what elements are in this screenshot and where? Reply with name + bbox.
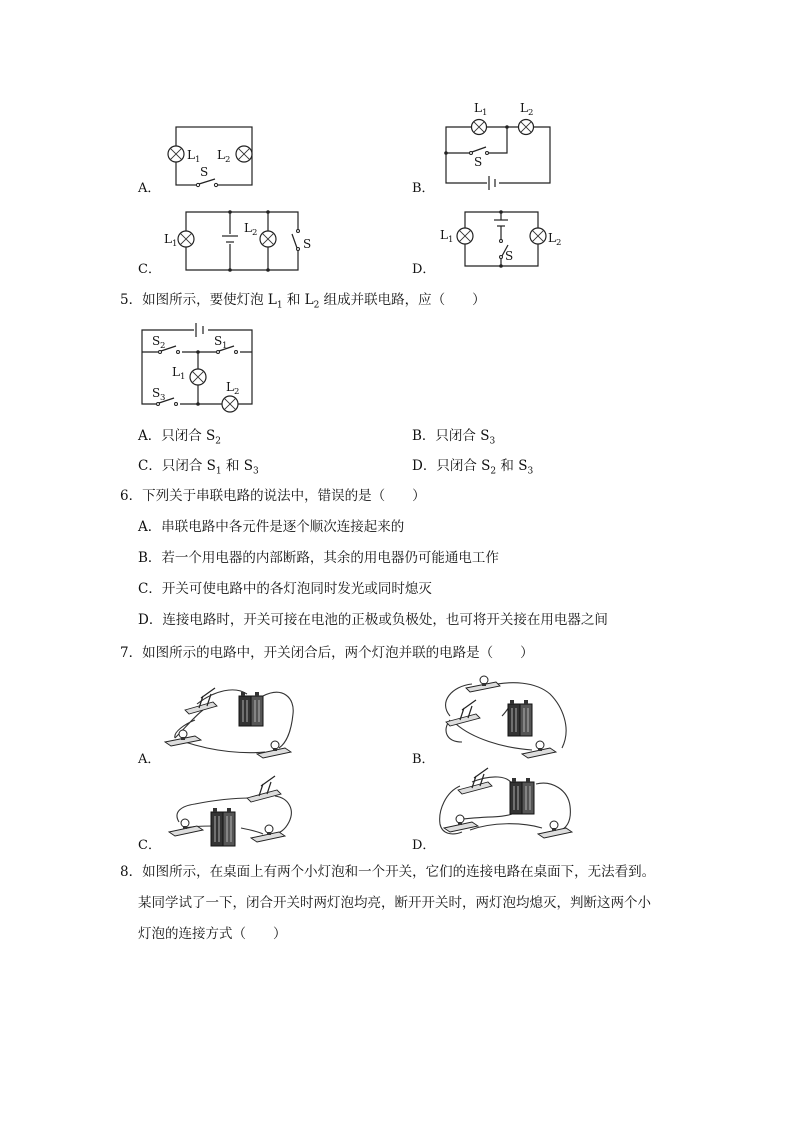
svg-text:L: L bbox=[172, 365, 180, 379]
svg-text:L: L bbox=[164, 232, 172, 246]
switch-icon bbox=[247, 776, 281, 802]
switch-s-icon bbox=[470, 147, 489, 155]
switch-icon bbox=[446, 700, 480, 726]
svg-text:1: 1 bbox=[195, 155, 201, 165]
svg-text:L: L bbox=[244, 221, 252, 235]
q5-option-d[interactable]: D．只闭合 $S_2$ 和 $S_3$ bbox=[412, 458, 534, 477]
lamp-l2-icon bbox=[236, 146, 252, 162]
q4-circuit-c bbox=[160, 206, 310, 276]
q8-stem-line-3: 灯泡的连接方式（ ） bbox=[138, 926, 287, 942]
svg-text:L: L bbox=[226, 380, 234, 394]
lamp-l2-icon bbox=[530, 228, 546, 244]
q7-stem: 7．如图所示的电路中，开关闭合后，两个灯泡并联的电路是（ ） bbox=[120, 645, 534, 661]
q5-option-b[interactable]: B．只闭合 $S_3$ bbox=[412, 428, 496, 447]
svg-text:S: S bbox=[505, 249, 514, 263]
bulb-holder-icon bbox=[257, 741, 291, 758]
q7-circuit-c bbox=[155, 776, 305, 852]
q5-option-a[interactable]: A．只闭合 $S_2$ bbox=[138, 428, 222, 447]
lamp-l2-icon bbox=[519, 120, 534, 135]
q7-circuit-a bbox=[155, 680, 305, 766]
q6-stem: 6．下列关于串联电路的说法中，错误的是（ ） bbox=[120, 488, 426, 504]
q4-circuit-b bbox=[440, 100, 560, 188]
q5-option-c[interactable]: C．只闭合 $S_1$ 和 $S_3$ bbox=[138, 458, 259, 477]
svg-text:1: 1 bbox=[448, 235, 454, 245]
svg-text:S: S bbox=[474, 155, 483, 169]
lamp-l2-icon bbox=[222, 396, 238, 412]
svg-text:L: L bbox=[548, 231, 556, 245]
q5-stem: 5．如图所示，要使灯泡 $L_1$ 和 $L_2$ 组成并联电路，应（ ） bbox=[120, 292, 486, 311]
svg-text:S: S bbox=[152, 386, 161, 400]
bulb-holder-icon bbox=[169, 819, 203, 836]
svg-text:2: 2 bbox=[556, 238, 562, 248]
battery-pack-icon bbox=[510, 778, 534, 814]
q7-option-b[interactable]: B． bbox=[412, 752, 435, 767]
svg-text:1: 1 bbox=[172, 239, 178, 249]
q8-stem-line-1: 8．如图所示，在桌面上有两个小灯泡和一个开关，它们的连接电路在桌面下，无法看到。 bbox=[120, 864, 656, 880]
svg-text:L: L bbox=[520, 101, 528, 115]
bulb-holder-icon bbox=[165, 730, 201, 746]
svg-text:2: 2 bbox=[225, 155, 231, 165]
battery-pack-icon bbox=[211, 808, 235, 846]
bulb-holder-icon bbox=[251, 825, 285, 842]
q5-circuit bbox=[138, 318, 258, 410]
svg-text:2: 2 bbox=[160, 341, 166, 351]
q4-option-d[interactable]: D． bbox=[412, 262, 436, 277]
lamp-l1-icon bbox=[168, 146, 184, 162]
battery-pack-icon bbox=[239, 692, 263, 726]
bulb-holder-icon bbox=[538, 821, 572, 838]
svg-text:S: S bbox=[214, 334, 223, 348]
q4-circuit-d bbox=[438, 206, 568, 272]
q7-option-d[interactable]: D． bbox=[412, 838, 436, 853]
svg-text:S: S bbox=[152, 334, 161, 348]
q6-option-d[interactable]: D．连接电路时，开关可接在电池的正极或负极处，也可将开关接在用电器之间 bbox=[138, 612, 608, 628]
label-l2: L bbox=[217, 148, 225, 162]
lamp-l1-icon bbox=[472, 120, 487, 135]
q7-option-a[interactable]: A． bbox=[138, 752, 161, 767]
lamp-l1-icon bbox=[190, 369, 206, 385]
svg-text:L: L bbox=[440, 228, 448, 242]
svg-text:3: 3 bbox=[160, 393, 166, 403]
q7-circuit-b bbox=[432, 672, 582, 764]
battery-icon bbox=[494, 220, 508, 226]
svg-text:2: 2 bbox=[252, 228, 258, 238]
lamp-l2-icon bbox=[260, 231, 276, 247]
svg-text:1: 1 bbox=[482, 108, 488, 118]
q4-circuit-a bbox=[160, 124, 260, 194]
label-s: S bbox=[200, 165, 209, 179]
svg-text:S: S bbox=[303, 237, 312, 251]
svg-text:1: 1 bbox=[180, 372, 186, 382]
q4-option-a[interactable]: A． bbox=[138, 181, 161, 196]
battery-pack-icon bbox=[508, 700, 532, 736]
label-l1: L bbox=[187, 148, 195, 162]
svg-text:L: L bbox=[474, 101, 482, 115]
lamp-l1-icon bbox=[457, 228, 473, 244]
q4-option-b[interactable]: B． bbox=[412, 181, 435, 196]
q6-option-c[interactable]: C．开关可使电路中的各灯泡同时发光或同时熄灭 bbox=[138, 581, 432, 597]
q6-option-a[interactable]: A．串联电路中各元件是逐个顺次连接起来的 bbox=[138, 519, 405, 535]
svg-text:2: 2 bbox=[528, 108, 534, 118]
svg-text:1: 1 bbox=[222, 341, 228, 351]
switch-icon bbox=[185, 688, 217, 714]
q4-option-c[interactable]: C． bbox=[138, 262, 161, 277]
q7-option-c[interactable]: C． bbox=[138, 838, 161, 853]
q7-circuit-d bbox=[432, 770, 582, 852]
q6-option-b[interactable]: B．若一个用电器的内部断路，其余的用电器仍可能通电工作 bbox=[138, 550, 499, 566]
lamp-l1-icon bbox=[178, 231, 194, 247]
q8-stem-line-2: 某同学试了一下，闭合开关时两灯泡均亮，断开开关时，两灯泡均熄灭，判断这两个小 bbox=[138, 895, 651, 911]
svg-text:2: 2 bbox=[234, 387, 240, 397]
